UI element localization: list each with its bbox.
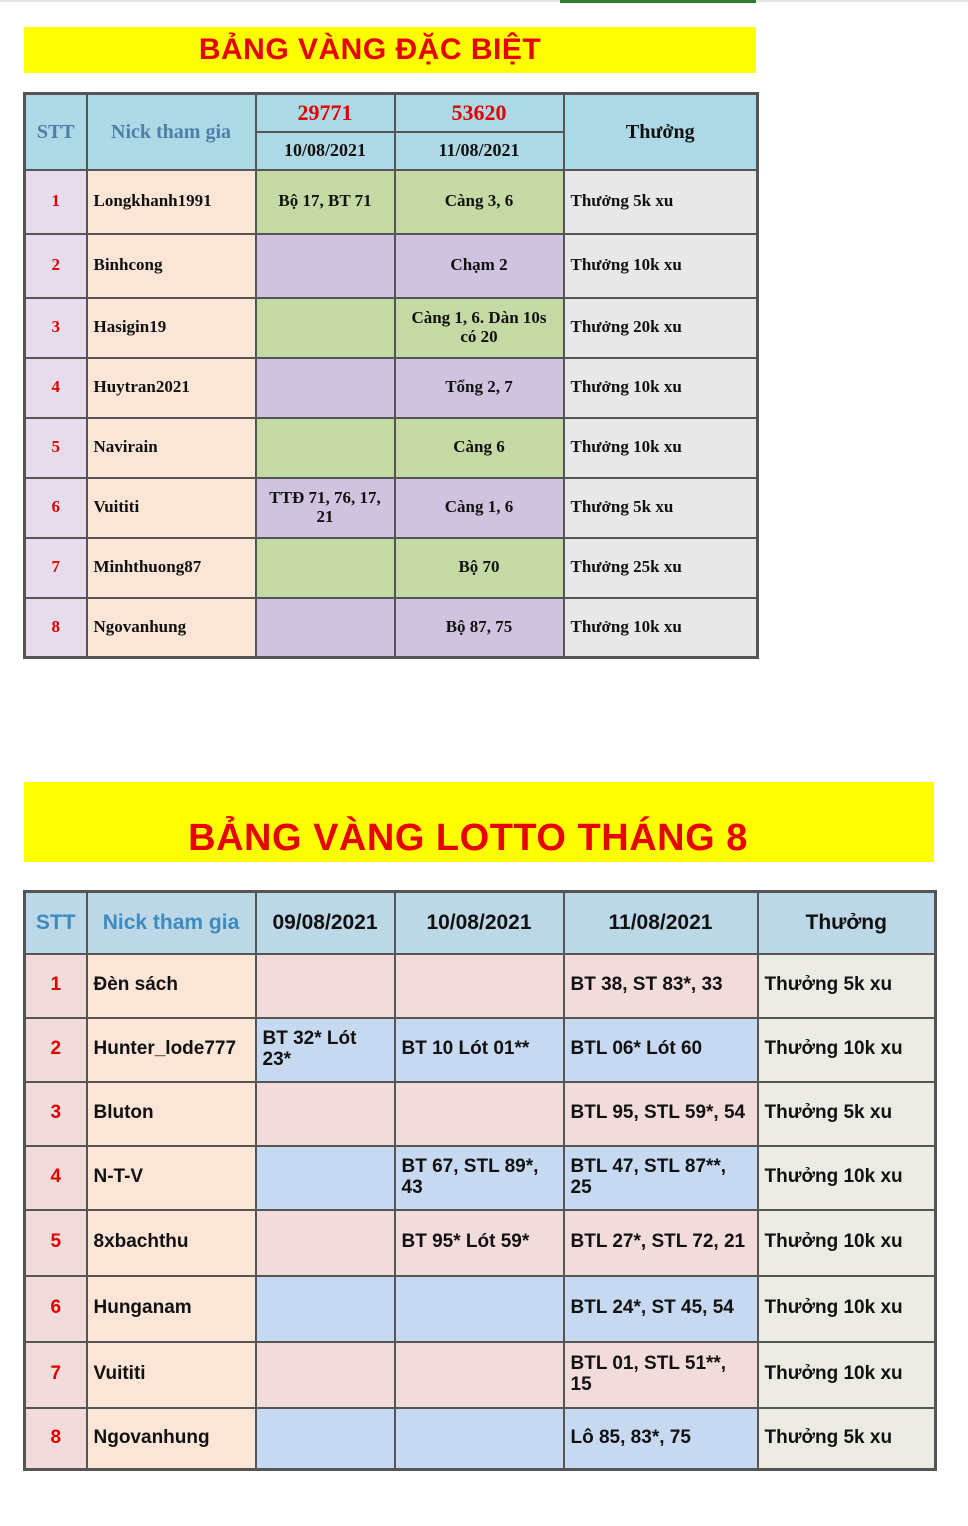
row-nick: Navirain xyxy=(87,418,256,478)
row-result-1 xyxy=(256,1408,395,1470)
table-row xyxy=(25,954,936,1018)
row-result-1 xyxy=(256,954,395,1018)
header-prize: Thưởng xyxy=(564,94,758,170)
header-prize: Thưởng xyxy=(758,892,936,954)
row-stt: 4 xyxy=(25,358,87,418)
lotto-board-title: BẢNG VÀNG LOTTO THÁNG 8 xyxy=(24,782,934,862)
row-nick: Ngovanhung xyxy=(87,1408,256,1470)
row-prize: Thưởng 20k xu xyxy=(564,298,758,358)
row-result-1 xyxy=(256,234,395,298)
row-prize: Thưởng 10k xu xyxy=(564,598,758,658)
row-prize: Thưởng 10k xu xyxy=(758,1342,936,1408)
row-result-1 xyxy=(256,1276,395,1342)
header-date-2: 10/08/2021 xyxy=(395,892,564,954)
table-row xyxy=(25,298,758,358)
row-result-3: BTL 01, STL 51**, 15 xyxy=(564,1342,758,1408)
table-row xyxy=(25,1082,936,1146)
row-stt: 2 xyxy=(25,234,87,298)
row-prize: Thưởng 5k xu xyxy=(758,1408,936,1470)
table-row xyxy=(25,1210,936,1276)
row-result-1 xyxy=(256,418,395,478)
row-stt: 3 xyxy=(25,298,87,358)
table-row xyxy=(25,418,758,478)
header-nick: Nick tham gia xyxy=(87,94,256,170)
row-stt: 7 xyxy=(25,538,87,598)
row-result-1 xyxy=(256,298,395,358)
row-result-1 xyxy=(256,1082,395,1146)
top-divider xyxy=(0,0,968,2)
row-stt: 4 xyxy=(25,1146,87,1210)
row-result-1 xyxy=(256,358,395,418)
header-row xyxy=(25,94,758,132)
row-prize: Thưởng 10k xu xyxy=(758,1210,936,1276)
row-result-2 xyxy=(395,1342,564,1408)
table-row xyxy=(25,234,758,298)
row-result-2 xyxy=(395,954,564,1018)
header-row xyxy=(25,892,936,954)
row-prize: Thưởng 10k xu xyxy=(564,358,758,418)
row-result-2: BT 67, STL 89*, 43 xyxy=(395,1146,564,1210)
table-row xyxy=(25,598,758,658)
row-nick: Hunter_lode777 xyxy=(87,1018,256,1082)
row-prize: Thưởng 25k xu xyxy=(564,538,758,598)
table-row xyxy=(25,358,758,418)
row-nick: Minhthuong87 xyxy=(87,538,256,598)
row-nick: N-T-V xyxy=(87,1146,256,1210)
row-stt: 3 xyxy=(25,1082,87,1146)
row-result-1 xyxy=(256,1210,395,1276)
header-stt: STT xyxy=(25,892,87,954)
row-nick: Vuititi xyxy=(87,1342,256,1408)
row-result-2: BT 10 Lót 01** xyxy=(395,1018,564,1082)
row-nick: Longkhanh1991 xyxy=(87,170,256,234)
table-row xyxy=(25,1276,936,1342)
table-row xyxy=(25,478,758,538)
special-board-table xyxy=(23,92,759,659)
row-prize: Thưởng 10k xu xyxy=(564,418,758,478)
table-row xyxy=(25,1146,936,1210)
row-result-3: BTL 95, STL 59*, 54 xyxy=(564,1082,758,1146)
row-result-1 xyxy=(256,598,395,658)
row-nick: 8xbachthu xyxy=(87,1210,256,1276)
row-nick: Binhcong xyxy=(87,234,256,298)
row-result-2: Bộ 87, 75 xyxy=(395,598,564,658)
row-nick: Ngovanhung xyxy=(87,598,256,658)
row-stt: 1 xyxy=(25,954,87,1018)
row-stt: 6 xyxy=(25,1276,87,1342)
row-result-3: BT 38, ST 83*, 33 xyxy=(564,954,758,1018)
row-prize: Thưởng 5k xu xyxy=(564,170,758,234)
row-nick: Hunganam xyxy=(87,1276,256,1342)
header-date-3: 11/08/2021 xyxy=(564,892,758,954)
row-result-1 xyxy=(256,1342,395,1408)
row-result-3: BTL 27*, STL 72, 21 xyxy=(564,1210,758,1276)
table-row xyxy=(25,1408,936,1470)
row-stt: 2 xyxy=(25,1018,87,1082)
row-prize: Thưởng 5k xu xyxy=(564,478,758,538)
header-date-1: 09/08/2021 xyxy=(256,892,395,954)
row-result-1 xyxy=(256,1146,395,1210)
table-row xyxy=(25,170,758,234)
row-result-2 xyxy=(395,1276,564,1342)
header-nick: Nick tham gia xyxy=(87,892,256,954)
row-result-1: TTĐ 71, 76, 17, 21 xyxy=(256,478,395,538)
row-prize: Thưởng 5k xu xyxy=(758,954,936,1018)
header-code-1: 29771 xyxy=(256,94,395,132)
row-result-3: Lô 85, 83*, 75 xyxy=(564,1408,758,1470)
row-result-2 xyxy=(395,1408,564,1470)
row-result-3: BTL 47, STL 87**, 25 xyxy=(564,1146,758,1210)
header-stt: STT xyxy=(25,94,87,170)
row-stt: 1 xyxy=(25,170,87,234)
row-stt: 8 xyxy=(25,598,87,658)
row-nick: Bluton xyxy=(87,1082,256,1146)
row-stt: 5 xyxy=(25,418,87,478)
table-row xyxy=(25,538,758,598)
special-board-title: BẢNG VÀNG ĐẶC BIỆT xyxy=(24,27,756,73)
lotto-board-table xyxy=(23,890,937,1471)
top-accent-bar xyxy=(560,0,756,3)
row-result-2: Bộ 70 xyxy=(395,538,564,598)
row-prize: Thưởng 10k xu xyxy=(758,1146,936,1210)
row-prize: Thưởng 5k xu xyxy=(758,1082,936,1146)
header-code-2: 53620 xyxy=(395,94,564,132)
row-result-2: Càng 6 xyxy=(395,418,564,478)
header-date-2: 11/08/2021 xyxy=(395,132,564,170)
row-result-2: Càng 1, 6 xyxy=(395,478,564,538)
row-stt: 7 xyxy=(25,1342,87,1408)
row-result-2: BT 95* Lót 59* xyxy=(395,1210,564,1276)
row-result-1 xyxy=(256,538,395,598)
row-result-2 xyxy=(395,1082,564,1146)
row-prize: Thưởng 10k xu xyxy=(758,1276,936,1342)
table-row xyxy=(25,1342,936,1408)
row-prize: Thưởng 10k xu xyxy=(564,234,758,298)
row-result-3: BTL 24*, ST 45, 54 xyxy=(564,1276,758,1342)
header-date-1: 10/08/2021 xyxy=(256,132,395,170)
row-result-3: BTL 06* Lót 60 xyxy=(564,1018,758,1082)
row-result-1: Bộ 17, BT 71 xyxy=(256,170,395,234)
row-result-2: Càng 3, 6 xyxy=(395,170,564,234)
row-nick: Hasigin19 xyxy=(87,298,256,358)
row-result-2: Chạm 2 xyxy=(395,234,564,298)
row-stt: 6 xyxy=(25,478,87,538)
row-stt: 8 xyxy=(25,1408,87,1470)
row-nick: Đèn sách xyxy=(87,954,256,1018)
row-nick: Vuititi xyxy=(87,478,256,538)
row-stt: 5 xyxy=(25,1210,87,1276)
row-nick: Huytran2021 xyxy=(87,358,256,418)
row-result-2: Tổng 2, 7 xyxy=(395,358,564,418)
table-row xyxy=(25,1018,936,1082)
row-prize: Thưởng 10k xu xyxy=(758,1018,936,1082)
row-result-2: Càng 1, 6. Dàn 10s có 20 xyxy=(395,298,564,358)
row-result-1: BT 32* Lót 23* xyxy=(256,1018,395,1082)
